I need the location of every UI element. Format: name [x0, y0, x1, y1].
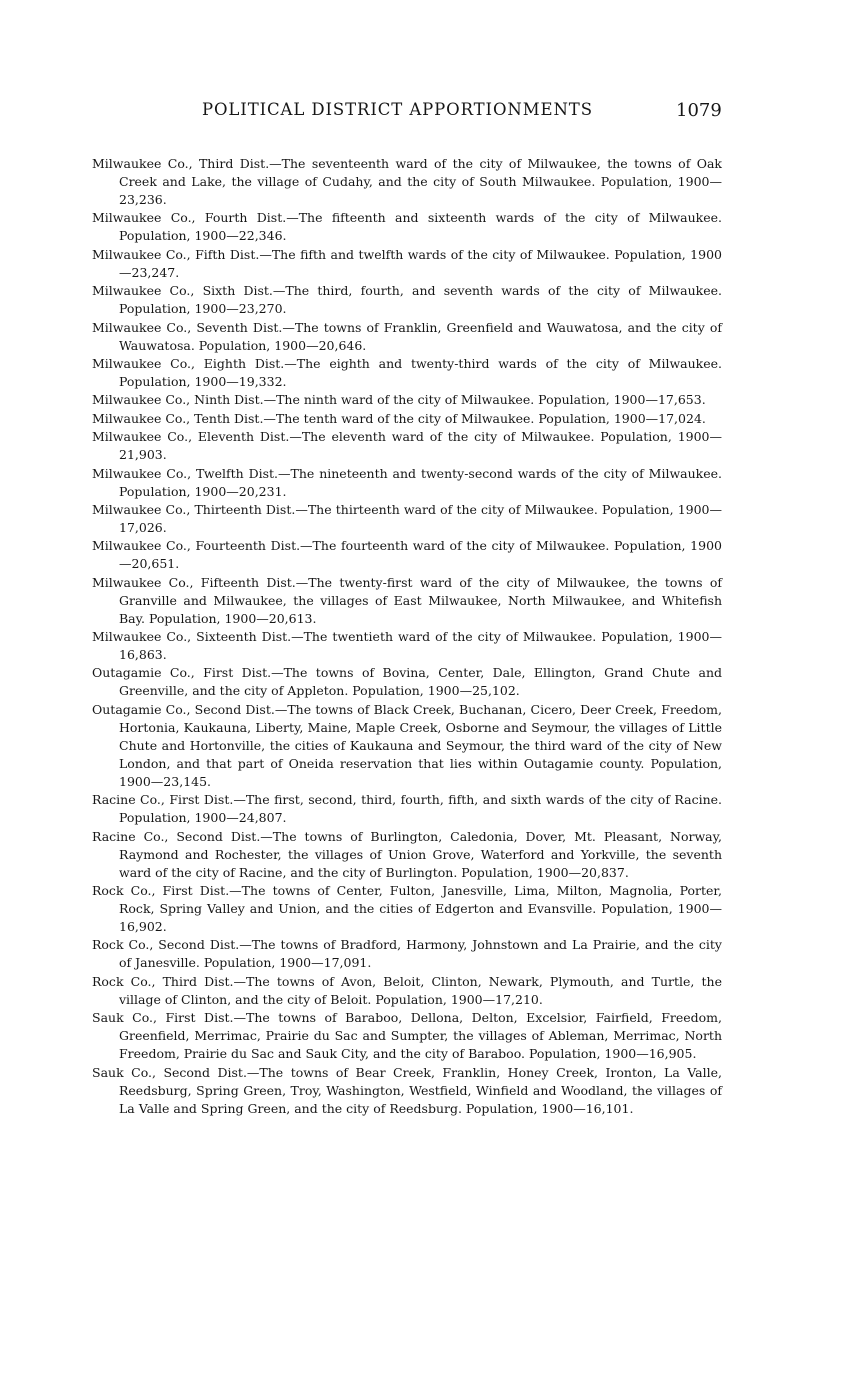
- district-entry: Sauk Co., Second Dist.—The towns of Bear Creek, Franklin, Honey Creek, Ironton, La Valle, Reedsburg, Spring Green, Troy, Washington, Westfield, Winfield and Woodland, the villages of La Valle and Spring Green, and the city of Reedsburg. Population, 1900—16,101.: [92, 1064, 722, 1116]
- district-entry: Milwaukee Co., Sixth Dist.—The third, fourth, and seventh wards of the city of Milwaukee. Population, 1900—23,270.: [92, 283, 722, 317]
- district-entry: Sauk Co., First Dist.—The towns of Baraboo, Dellona, Delton, Excelsior, Fairfield, Freedom, Greenfield, Merrimac, Prairie du Sac and Sumpter, the villages of Ableman, Merrimac, North Freedom, Prairie du Sac and Sauk City, and the city of Baraboo. Population, 1900—16,905.: [92, 1010, 722, 1062]
- district-entry: Milwaukee Co., Eighth Dist.—The eighth and twenty-third wards of the city of Milwaukee. Population, 1900—19,332.: [92, 355, 722, 389]
- district-entry: Outagamie Co., First Dist.—The towns of Bovina, Center, Dale, Ellington, Grand Chute and Greenville, and the city of Appleton. Population, 1900—25,102.: [92, 665, 722, 699]
- district-entry: Milwaukee Co., Fifteenth Dist.—The twenty-first ward of the city of Milwaukee, the towns of Granville and Milwaukee, the villages of East Milwaukee, North Milwaukee, and Whitefish Bay. Population, 1900—20,613.: [92, 574, 722, 626]
- district-entry: Racine Co., Second Dist.—The towns of Burlington, Caledonia, Dover, Mt. Pleasant, Norway, Raymond and Rochester, the villages of Union Grove, Waterford and Yorkville, the seventh ward of the city of Racine, and the city of Burlington. Population, 1900—20,837.: [92, 828, 722, 880]
- running-head: [0, 100, 859, 130]
- district-entry: Rock Co., First Dist.—The towns of Center, Fulton, Janesville, Lima, Milton, Magnolia, Porter, Rock, Spring Valley and Union, and the cities of Edgerton and Evansville. Population, 1900—16,902.: [92, 883, 722, 935]
- district-entry: Milwaukee Co., Sixteenth Dist.—The twentieth ward of the city of Milwaukee. Population, 1900—16,863.: [92, 629, 722, 663]
- running-title: POLITICAL DISTRICT APPORTIONMENTS: [202, 100, 593, 119]
- district-entry: Milwaukee Co., Fifth Dist.—The fifth and twelfth wards of the city of Milwaukee. Population, 1900—23,247.: [92, 246, 722, 280]
- district-entry: Rock Co., Second Dist.—The towns of Bradford, Harmony, Johnstown and La Prairie, and the city of Janesville. Population, 1900—17,091.: [92, 937, 722, 971]
- district-entry: Milwaukee Co., Twelfth Dist.—The nineteenth and twenty-second wards of the city of Milwaukee. Population, 1900—20,231.: [92, 465, 722, 499]
- district-entry: Milwaukee Co., Seventh Dist.—The towns of Franklin, Greenfield and Wauwatosa, and the city of Wauwatosa. Population, 1900—20,646.: [92, 319, 722, 353]
- page-number: 1079: [676, 100, 722, 121]
- district-entry: Milwaukee Co., Fourth Dist.—The fifteenth and sixteenth wards of the city of Milwaukee. Population, 1900—22,346.: [92, 210, 722, 244]
- district-entry: Rock Co., Third Dist.—The towns of Avon, Beloit, Clinton, Newark, Plymouth, and Turtle, the village of Clinton, and the city of Beloit. Population, 1900—17,210.: [92, 973, 722, 1007]
- apportionment-list: [92, 155, 722, 1118]
- district-entry: Milwaukee Co., Tenth Dist.—The tenth ward of the city of Milwaukee. Population, 1900—17,024.: [92, 410, 706, 426]
- district-entry: Outagamie Co., Second Dist.—The towns of Black Creek, Buchanan, Cicero, Deer Creek, Freedom, Hortonia, Kaukauna, Liberty, Maine, Maple Creek, Osborne and Seymour, the villages of Little Chute and Hortonville, the cities of Kaukauna and Seymour, the third ward of the city of New London, and that part of Oneida reservation that lies within Outagamie county. Population, 1900—23,145.: [92, 701, 722, 789]
- district-entry: Milwaukee Co., Eleventh Dist.—The eleventh ward of the city of Milwaukee. Population, 1900—21,903.: [92, 429, 722, 463]
- district-entry: Milwaukee Co., Ninth Dist.—The ninth ward of the city of Milwaukee. Population, 1900—17,653.: [92, 392, 706, 408]
- district-entry: Milwaukee Co., Fourteenth Dist.—The fourteenth ward of the city of Milwaukee. Population, 1900—20,651.: [92, 538, 722, 572]
- district-entry: Racine Co., First Dist.—The first, second, third, fourth, fifth, and sixth wards of the city of Racine. Population, 1900—24,807.: [92, 792, 722, 826]
- district-entry: Milwaukee Co., Thirteenth Dist.—The thirteenth ward of the city of Milwaukee. Population, 1900—17,026.: [92, 501, 722, 535]
- district-entry: Milwaukee Co., Third Dist.—The seventeenth ward of the city of Milwaukee, the towns of Oak Creek and Lake, the village of Cudahy, and the city of South Milwaukee. Population, 1900—23,236.: [92, 156, 722, 207]
